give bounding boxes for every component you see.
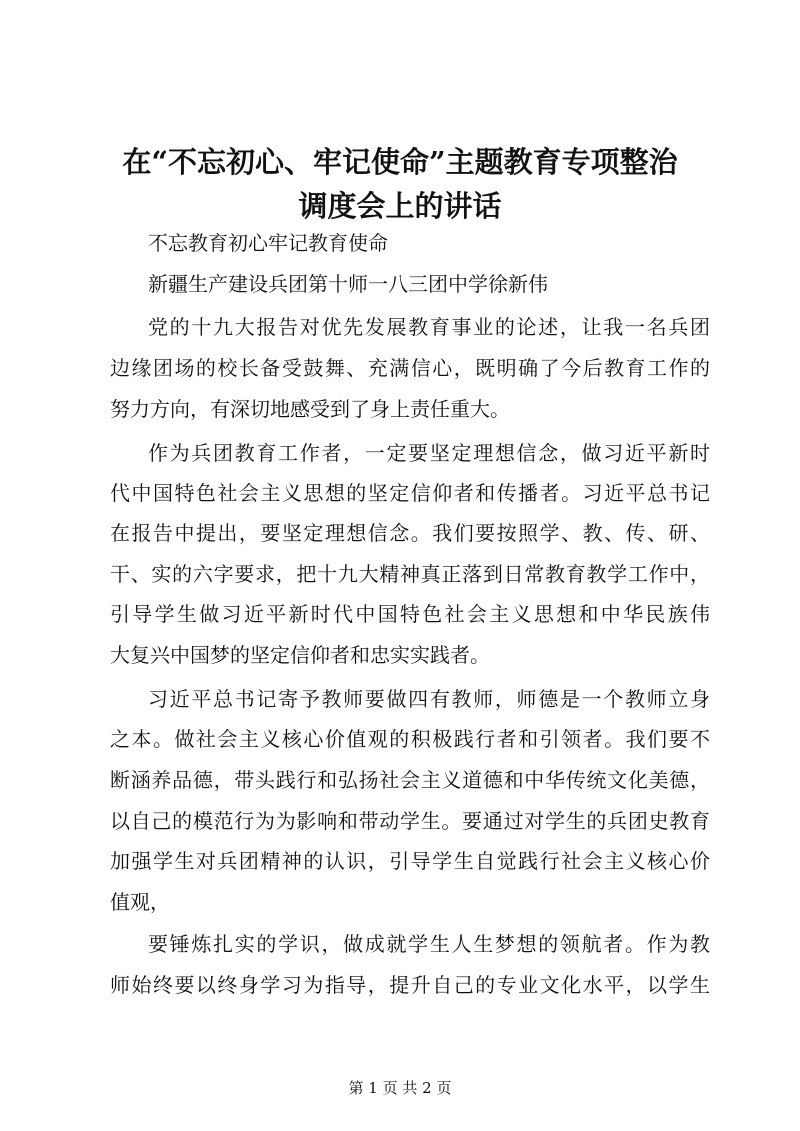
paragraph-2-line-2: 代中国特色社会主义思想的坚定信仰者和传播者。习近平总书记: [110, 481, 710, 505]
paragraph-3-line-4: 以自己的模范行为为影响和带动学生。要通过对学生的兵团史教育: [110, 809, 710, 833]
subtitle: 不忘教育初心牢记教育使命: [148, 231, 388, 255]
paragraph-4-line-1: 要锤炼扎实的学识，做成就学生人生梦想的领航者。作为教: [148, 932, 710, 956]
paragraph-4-line-2: 师始终要以终身学习为指导，提升自己的专业文化水平，以学生: [110, 973, 710, 997]
paragraph-3-line-1: 习近平总书记寄予教师要做四有教师，师德是一个教师立身: [148, 687, 710, 711]
paragraph-3-line-2: 之本。做社会主义核心价值观的积极践行者和引领者。我们要不: [110, 727, 710, 751]
paragraph-2-line-5: 引导学生做习近平新时代中国特色社会主义思想和中华民族伟: [110, 602, 710, 626]
paragraph-2-line-6: 大复兴中国梦的坚定信仰者和忠实实践者。: [110, 643, 490, 667]
document-title-line-2: 调度会上的讲话: [298, 189, 502, 223]
author-line: 新疆生产建设兵团第十师一八三团中学徐新伟: [148, 272, 548, 296]
paragraph-3-line-6: 值观，: [110, 890, 170, 914]
paragraph-1-line-2: 边缘团场的校长备受鼓舞、充满信心，既明确了今后教育工作的: [110, 356, 710, 380]
page-number-footer: 第 1 页 共 2 页: [348, 1079, 452, 1097]
document-title-line-1: 在“不忘初心、牢记使命”主题教育专项整治: [122, 145, 678, 179]
paragraph-3-line-5: 加强学生对兵团精神的认识，引导学生自觉践行社会主义核心价: [110, 849, 710, 873]
paragraph-1-line-1: 党的十九大报告对优先发展教育事业的论述，让我一名兵团: [148, 315, 710, 339]
paragraph-2-line-4: 干、实的六字要求，把十九大精神真正落到日常教育教学工作中，: [110, 562, 710, 586]
paragraph-3-line-3: 断涵养品德，带头践行和弘扬社会主义道德和中华传统文化美德，: [110, 768, 710, 792]
paragraph-2-line-3: 在报告中提出，要坚定理想信念。我们要按照学、教、传、研、: [110, 521, 710, 545]
paragraph-1-line-3: 努力方向，有深切地感受到了身上责任重大。: [110, 397, 510, 421]
paragraph-2-line-1: 作为兵团教育工作者，一定要坚定理想信念，做习近平新时: [148, 441, 710, 465]
